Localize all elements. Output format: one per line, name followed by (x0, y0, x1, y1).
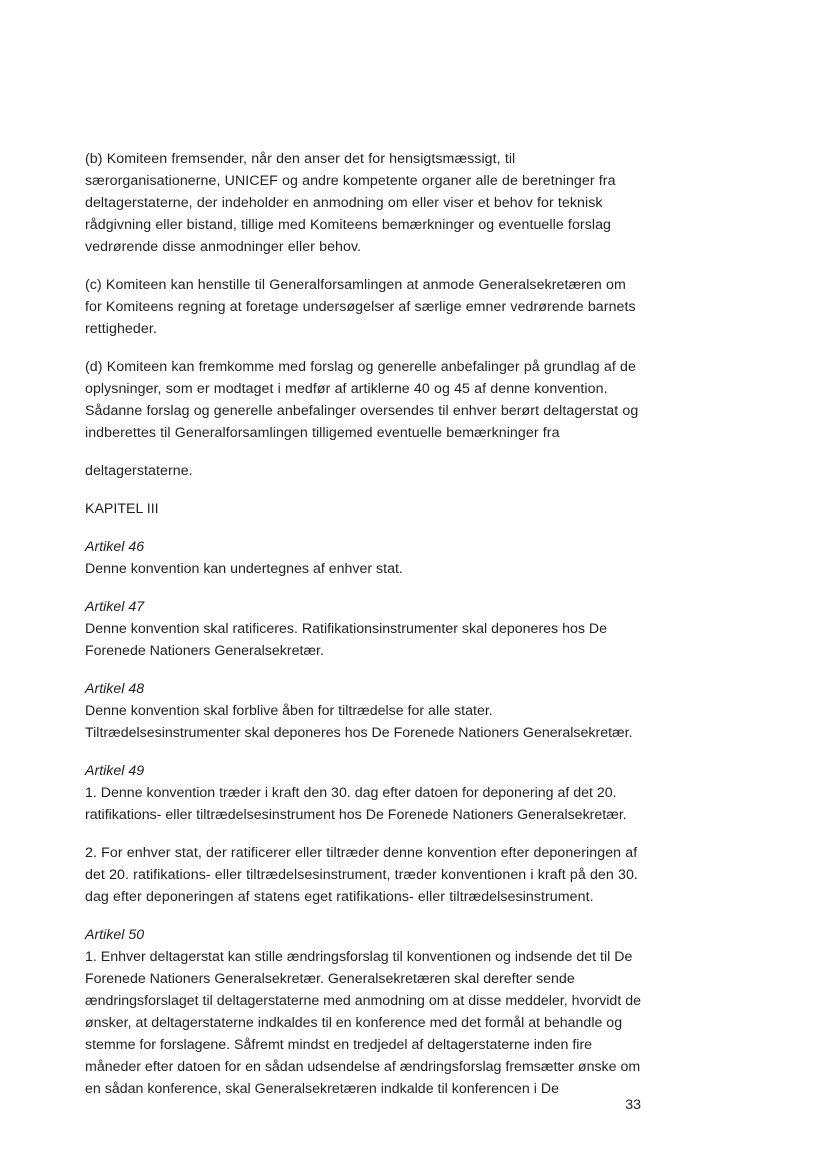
chapter-heading-kapitel-iii: KAPITEL III (85, 501, 159, 517)
article-46-heading: Artikel 46 (85, 539, 145, 555)
article-47-body: Denne konvention skal ratificeres. Ratifikationsinstrumenter skal deponeres hos De Forenede Nationers Generalsekretær. (85, 621, 608, 659)
article-48 (85, 678, 645, 744)
document-body (85, 148, 645, 1116)
article-49-heading: Artikel 49 (85, 763, 145, 779)
article-49 (85, 760, 645, 826)
article-48-heading: Artikel 48 (85, 681, 145, 697)
paragraph-deltagerstaterne: deltagerstaterne. (85, 463, 193, 479)
article-46-body: Denne konvention kan undertegnes af enhver stat. (85, 561, 403, 577)
page-number: 33 (625, 1097, 641, 1113)
article-50-body: 1. Enhver deltagerstat kan stille ændringsforslag til konventionen og indsende det til De Forenede Nationers Generalsekretær. Generalsekretæren skal derefter sende ændringsforslaget til deltagerstaterne med anmodning om at disse meddeler, hvorvidt de ønsker, at deltagerstaterne indkaldes til en konference med det formål at behandle og stemme for forslagene. Såfremt mindst en tredjedel af deltagerstaterne inden fire måneder efter datoen for en sådan udsendelse af ændringsforslag fremsætter ønske om en sådan konference, skal Generalsekretæren indkalde til konferencen i De (85, 949, 641, 1097)
article-47-heading: Artikel 47 (85, 599, 145, 615)
paragraph-d: (d) Komiteen kan fremkomme med forslag og generelle anbefalinger på grundlag af de oplysninger, som er modtaget i medfør af artiklerne 40 og 45 af denne konvention. Sådanne forslag og generelle anbefalinger oversendes til enhver berørt deltagerstat og indberettes til Generalforsamlingen tilligemed eventuelle bemærkninger fra (85, 359, 639, 441)
article-48-body: Denne konvention skal forblive åben for tiltrædelse for alle stater. Tiltrædelsesinstrumenter skal deponeres hos De Forenede Nationers Generalsekretær. (85, 703, 633, 741)
article-50 (85, 924, 645, 1100)
article-49-item-2: 2. For enhver stat, der ratificerer eller tiltræder denne konvention efter deponeringen af det 20. ratifikations- eller tiltrædelsesinstrument, træder konventionen i kraft på den 30. dag efter deponeringen af statens eget ratifikations- eller tiltrædelsesinstrument. (85, 845, 638, 905)
article-47 (85, 596, 645, 662)
article-46 (85, 536, 645, 580)
paragraph-b: (b) Komiteen fremsender, når den anser det for hensigtsmæssigt, til særorganisationerne, UNICEF og andre kompetente organer alle de beretninger fra deltagerstaterne, der indeholder en anmodning om eller viser et behov for teknisk rådgivning eller bistand, tillige med Komiteens bemærkninger og eventuelle forslag vedrørende disse anmodninger eller behov. (85, 151, 616, 255)
article-50-heading: Artikel 50 (85, 927, 145, 943)
article-49-body: 1. Denne konvention træder i kraft den 30. dag efter datoen for deponering af det 20. ratifikations- eller tiltrædelsesinstrument hos De Forenede Nationers Generalsekretær. (85, 785, 627, 823)
paragraph-c: (c) Komiteen kan henstille til Generalforsamlingen at anmode Generalsekretæren om for Komiteens regning at foretage undersøgelser af særlige emner vedrørende barnets rettigheder. (85, 277, 636, 337)
